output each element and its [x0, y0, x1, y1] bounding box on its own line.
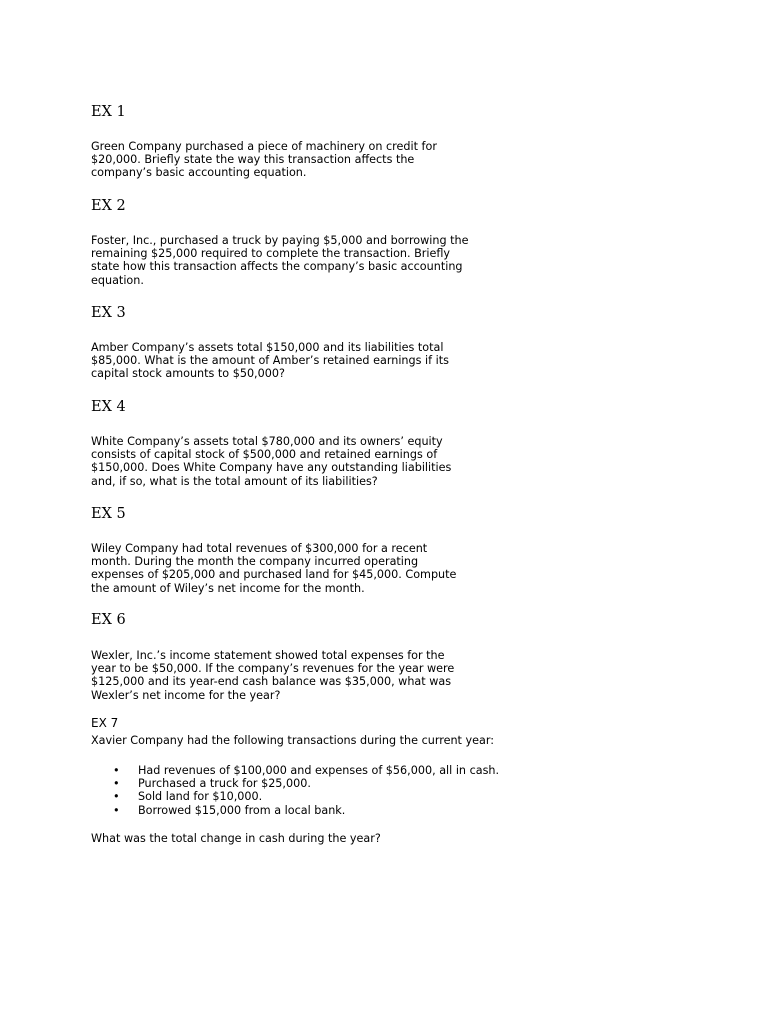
- exercise-6-line: year to be $50,000. If the company’s revenues for the year were: [91, 662, 455, 676]
- exercise-7-question-line: What was the total change in cash during the year?: [91, 832, 381, 845]
- exercise-3-text: [91, 341, 449, 381]
- list-item: [91, 804, 499, 817]
- exercise-5-text: [91, 542, 456, 595]
- exercise-4-line: consists of capital stock of $500,000 and retained earnings of: [91, 448, 438, 462]
- exercise-6-text: [91, 649, 454, 702]
- exercise-7-question: [91, 832, 381, 845]
- exercise-1-line: $20,000. Briefly state the way this transaction affects the: [91, 153, 415, 167]
- exercise-6-line: $125,000 and its year-end cash balance was $35,000, what was: [91, 675, 452, 689]
- list-item: [91, 790, 499, 803]
- bullet-icon: •: [113, 777, 120, 791]
- exercise-2-line: state how this transaction affects the company’s basic accounting: [91, 260, 463, 274]
- exercise-4-line: and, if so, what is the total amount of its liabilities?: [91, 474, 378, 488]
- exercise-1-heading: EX 1: [91, 104, 126, 120]
- list-item-text: Sold land for $10,000.: [138, 790, 263, 804]
- bullet-icon: •: [113, 790, 120, 804]
- exercise-7-intro-line: Xavier Company had the following transactions during the current year:: [91, 734, 495, 747]
- exercise-4-line: White Company’s assets total $780,000 and its owners’ equity: [91, 435, 443, 448]
- exercise-2-line: Foster, Inc., purchased a truck by paying $5,000 and borrowing the: [91, 234, 469, 247]
- list-item-text: Purchased a truck for $25,000.: [138, 777, 311, 791]
- exercise-1-line: Green Company purchased a piece of machinery on credit for: [91, 140, 437, 153]
- exercise-2-line: equation.: [91, 273, 144, 287]
- bullet-icon: •: [113, 764, 120, 777]
- exercise-6-heading: EX 6: [91, 612, 126, 628]
- list-item: [91, 777, 499, 790]
- exercise-2-heading: EX 2: [91, 198, 126, 214]
- exercise-5-heading: EX 5: [91, 506, 126, 522]
- exercise-3-line: capital stock amounts to $50,000?: [91, 367, 285, 381]
- exercise-7-heading: EX 7: [91, 716, 119, 730]
- list-item-text: Had revenues of $100,000 and expenses of $56,000, all in cash.: [138, 764, 500, 777]
- exercise-5-line: month. During the month the company incurred operating: [91, 555, 419, 569]
- exercise-2-text: [91, 234, 469, 287]
- exercise-5-line: Wiley Company had total revenues of $300,000 for a recent: [91, 542, 428, 555]
- exercise-1-text: [91, 140, 437, 180]
- exercise-6-line: Wexler’s net income for the year?: [91, 688, 281, 702]
- exercise-3-heading: EX 3: [91, 305, 126, 321]
- exercise-5-line: the amount of Wiley’s net income for the month.: [91, 581, 365, 595]
- exercise-2-line: remaining $25,000 required to complete the transaction. Briefly: [91, 247, 451, 261]
- bullet-icon: •: [113, 803, 120, 817]
- exercise-4-heading: EX 4: [91, 399, 126, 415]
- list-item: [91, 764, 499, 777]
- exercise-7-intro: [91, 734, 494, 747]
- exercise-6-line: Wexler, Inc.’s income statement showed total expenses for the: [91, 649, 445, 662]
- exercise-3-line: Amber Company’s assets total $150,000 and its liabilities total: [91, 341, 444, 354]
- exercise-5-line: expenses of $205,000 and purchased land for $45,000. Compute: [91, 568, 457, 582]
- exercise-1-line: company’s basic accounting equation.: [91, 166, 307, 180]
- exercise-4-line: $150,000. Does White Company have any outstanding liabilities: [91, 461, 452, 475]
- exercise-4-text: [91, 435, 451, 488]
- exercise-7-transaction-list: [91, 764, 499, 817]
- list-item-text: Borrowed $15,000 from a local bank.: [138, 803, 346, 817]
- exercise-3-line: $85,000. What is the amount of Amber’s retained earnings if its: [91, 354, 449, 368]
